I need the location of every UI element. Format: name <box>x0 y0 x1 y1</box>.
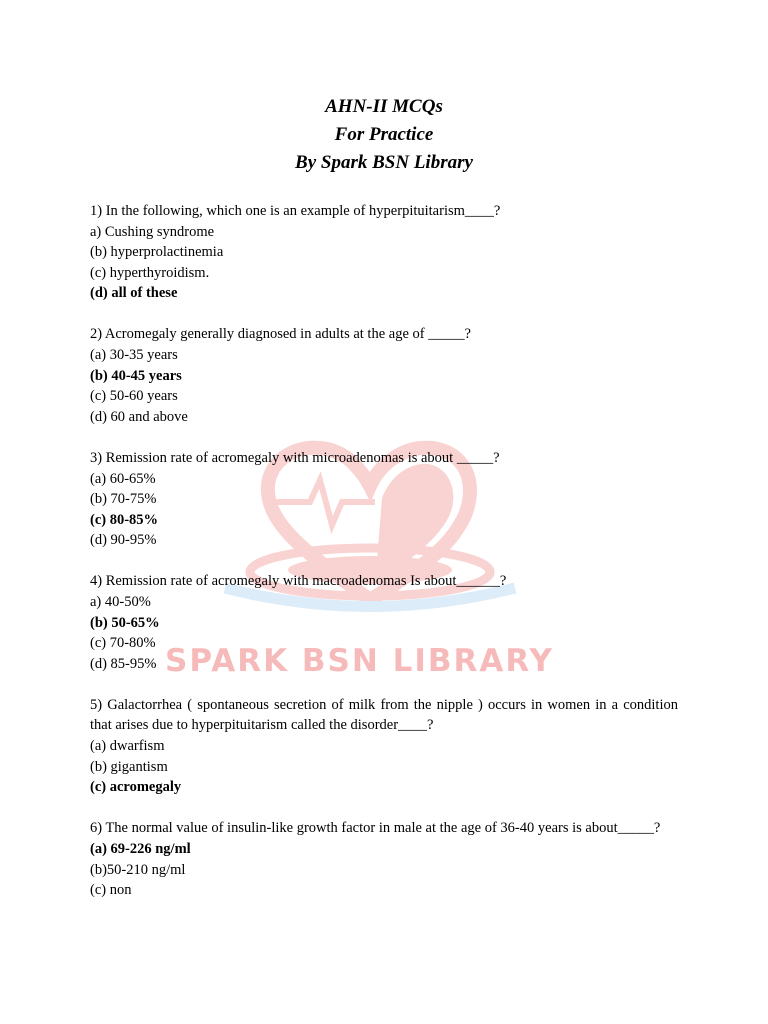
option-b: (b) hyperprolactinemia <box>90 244 224 261</box>
question-2 <box>90 324 678 427</box>
option-c-correct: (c) 80-85% <box>90 511 159 528</box>
question-text: 1) In the following, which one is an example of hyperpituitarism____? <box>90 203 501 219</box>
option-c-correct: (c) acromegaly <box>90 779 182 796</box>
option-a: (a) 30-35 years <box>90 347 178 364</box>
option-c: (c) 70-80% <box>90 635 156 652</box>
question-text: 6) The normal value of insulin-like growth factor in male at the age of 36-40 years is about_____? <box>90 820 661 837</box>
option-b: (b)50-210 ng/ml <box>90 861 186 878</box>
option-d-correct: (d) all of these <box>90 285 178 302</box>
mcq-list <box>90 201 678 921</box>
option-a: a) Cushing syndrome <box>90 223 215 240</box>
title-line-2: For Practice <box>334 124 434 145</box>
option-d: (d) 90-95% <box>90 532 157 549</box>
option-a-correct: (a) 69-226 ng/ml <box>90 840 191 857</box>
option-b: (b) gigantism <box>90 758 168 775</box>
title-line-3: By Spark BSN Library <box>295 152 473 173</box>
option-d: (d) 60 and above <box>90 408 188 425</box>
question-text: 5) Galactorrhea ( spontaneous secretion of milk from the nipple ) occurs in women in a condition that arises due to hyperpituitarism called the disorder____? <box>90 696 678 734</box>
option-c: (c) non <box>90 882 132 899</box>
option-b-correct: (b) 50-65% <box>90 614 160 631</box>
option-c: (c) hyperthyroidism. <box>90 264 210 281</box>
option-d: (d) 85-95% <box>90 655 157 672</box>
option-a: a) 40-50% <box>90 594 151 610</box>
question-3 <box>90 448 678 551</box>
question-5 <box>90 695 678 798</box>
question-text: 4) Remission rate of acromegaly with macroadenomas Is about______? <box>90 573 507 590</box>
question-4 <box>90 571 678 674</box>
watermark-text: SPARK BSN LIBRARY <box>165 643 554 679</box>
question-text: 2) Acromegaly generally diagnosed in adults at the age of _____? <box>90 326 471 343</box>
option-a: (a) dwarfism <box>90 738 165 755</box>
option-a: (a) 60-65% <box>90 470 156 487</box>
document-title <box>0 93 768 177</box>
option-b-correct: (b) 40-45 years <box>90 367 182 384</box>
option-c: (c) 50-60 years <box>90 388 178 405</box>
question-6 <box>90 818 678 900</box>
option-b: (b) 70-75% <box>90 491 157 508</box>
question-text: 3) Remission rate of acromegaly with microadenomas is about _____? <box>90 449 500 466</box>
title-line-1: AHN-II MCQs <box>325 96 443 117</box>
question-1 <box>90 201 678 304</box>
